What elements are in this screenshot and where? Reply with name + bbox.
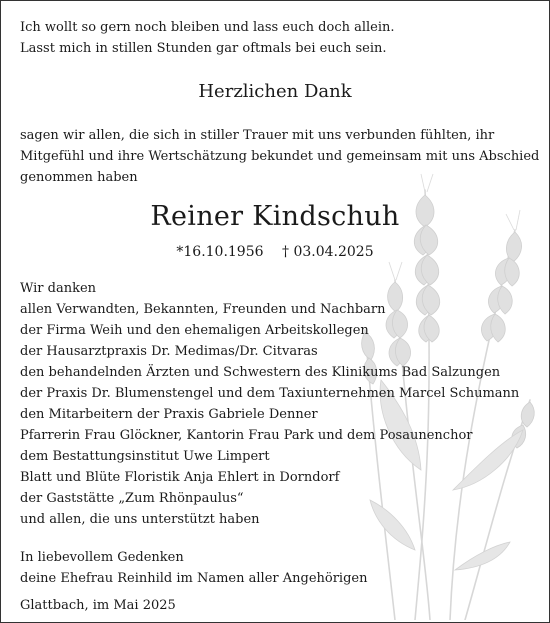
- thanks-line: der Firma Weih und den ehemaligen Arbeitskollegen: [20, 323, 369, 338]
- thanks-line: der Gaststätte „Zum Rhönpaulus“: [20, 491, 244, 506]
- thanks-line: dem Bestattungsinstitut Uwe Limpert: [20, 449, 270, 464]
- thanks-line: der Praxis Dr. Blumenstengel und dem Taxiunternehmen Marcel Schumann: [20, 386, 520, 401]
- thanks-line: und allen, die uns unterstützt haben: [20, 512, 260, 527]
- thanks-line: Blatt und Blüte Floristik Anja Ehlert in Dorndorf: [20, 470, 340, 485]
- verse-line-2: Lasst mich in stillen Stunden gar oftmals bei euch sein.: [20, 41, 387, 56]
- life-dates: [20, 243, 530, 261]
- intro-line-1: sagen wir allen, die sich in stiller Trauer mit uns verbunden fühlten, ihr: [20, 128, 495, 143]
- thanks-line: allen Verwandten, Bekannten, Freunden und Nachbarn: [20, 302, 386, 317]
- closing-line-2: deine Ehefrau Reinhild im Namen aller Angehörigen: [20, 571, 368, 586]
- thanks-line: der Hausarztpraxis Dr. Medimas/Dr. Citvaras: [20, 344, 318, 359]
- thanks-line: den behandelnden Ärzten und Schwestern des Klinikums Bad Salzungen: [20, 365, 501, 380]
- death-date: † 03.04.2025: [282, 244, 374, 260]
- verse-line-1: Ich wollt so gern noch bleiben und lass euch doch allein.: [20, 20, 395, 35]
- intro-line-3: genommen haben: [20, 170, 138, 185]
- intro-line-2: Mitgefühl und ihre Wertschätzung bekundet und gemeinsam mit uns Abschied: [20, 149, 540, 164]
- place-date: Glattbach, im Mai 2025: [20, 598, 176, 613]
- deceased-name: Reiner Kindschuh: [150, 201, 400, 232]
- thanks-heading: Herzlichen Dank: [198, 81, 352, 102]
- closing-line-1: In liebevollem Gedenken: [20, 550, 184, 565]
- thanks-line: Pfarrerin Frau Glöckner, Kantorin Frau Park und dem Posaunenchor: [20, 428, 473, 443]
- thanks-line: Wir danken: [20, 281, 97, 296]
- thanks-line: den Mitarbeitern der Praxis Gabriele Denner: [20, 407, 318, 422]
- birth-date: *16.10.1956: [176, 244, 264, 260]
